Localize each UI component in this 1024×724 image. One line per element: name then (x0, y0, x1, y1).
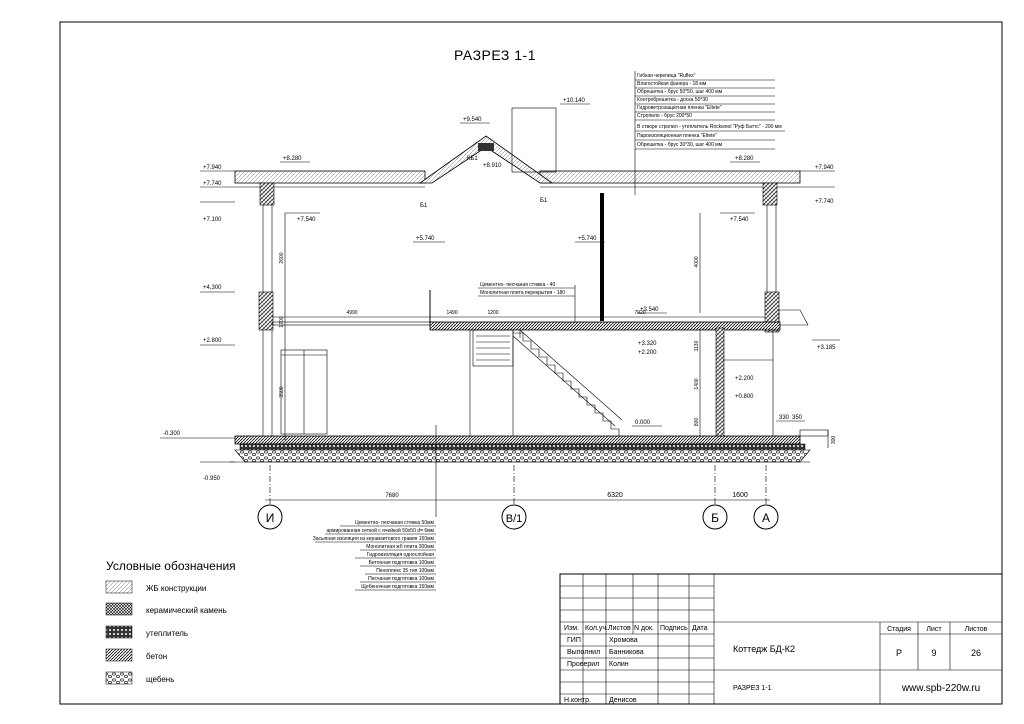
elevation-label: +7.940 (815, 165, 834, 171)
floor-layers-callout (313, 520, 436, 590)
tb-name: Банникова (609, 649, 644, 656)
tb-header: Изм. (564, 625, 579, 632)
roof-layer: Влагостойкая фанера - 18 мм (637, 81, 707, 87)
dimension-label: 1200 (487, 310, 499, 316)
axis-label: Б (711, 511, 719, 525)
elevation-label: +2.200 (735, 376, 754, 382)
elevation-label: -0.950 (203, 476, 221, 482)
tb-header: Подпись (660, 625, 688, 632)
elevation-label: +3.320 (638, 341, 657, 347)
roof-layer: Контробрешетка - доска 50*30 (637, 97, 708, 103)
roof-layer: Обрешетка - брус 30*30, шаг 400 мм (637, 142, 723, 148)
tb-header: Кол.уч. (585, 625, 608, 632)
elevation-label: +7.540 (297, 217, 316, 223)
stage-label: Стадия (887, 626, 911, 633)
beam-label: Б1 (420, 203, 428, 209)
elevation-label: +8.910 (483, 163, 502, 169)
dimension-lines (272, 213, 837, 448)
slab-layer: Монолитная плита перекрытия - 180 (480, 290, 566, 296)
floor-layer: Щебеночная подготовка 150мм (361, 584, 434, 590)
dimension-label: 300 (831, 435, 837, 445)
roof-layer: Гибкая черепица "Ruflex" (637, 73, 696, 79)
tb-name: Хромова (609, 637, 638, 644)
dimension-label: 1490 (446, 310, 458, 316)
elevation-label: -0.300 (163, 431, 181, 437)
legend-swatch-concrete (106, 649, 132, 661)
legend-swatch-ceramic-stone (106, 603, 132, 615)
elevation-label: +7.940 (203, 165, 222, 171)
sheet-value: 9 (931, 648, 937, 658)
elevation-label: +3.185 (817, 345, 836, 351)
axis-grid (258, 465, 778, 529)
dimension-label: 800 (694, 417, 700, 427)
floor-layer: Цементно- песчаная стяжка 50мм (354, 520, 434, 526)
elevation-label: +8.280 (735, 156, 754, 162)
dimension-label: 330 (779, 415, 790, 421)
roof-layer: Обрешетка - брус 50*50, шаг 400 мм (637, 89, 723, 95)
tb-role: Проверил (567, 661, 600, 668)
roof-layer: Гидроветрозащитная пленка "Eltete" (637, 105, 722, 111)
elevation-label: +0.800 (735, 394, 754, 400)
tb-role: Н.контр. (564, 697, 591, 704)
axis-label: И (265, 511, 275, 525)
tb-name: Денисов (609, 697, 637, 704)
elevation-label: 0.000 (635, 420, 651, 426)
project-name: Коттедж БД-К2 (733, 644, 796, 654)
sheet-title: РАЗРЕЗ 1-1 (733, 685, 772, 692)
floor-layer: Засыпная изоляция из керамзитового гравия 150мм (312, 536, 434, 542)
legend-swatch-concrete-structures (106, 581, 132, 593)
drawing-title: РАЗРЕЗ 1-1 (454, 47, 536, 63)
elevation-label: +4.300 (203, 285, 222, 291)
slab-layer: Цементно- песчаная стяжка - 40 (480, 282, 556, 288)
sheet-frame (60, 22, 1002, 704)
axis-label: А (761, 511, 771, 525)
tb-header: Листов (608, 625, 631, 632)
floor-layer: Бетонная подготовка 100мм (368, 560, 434, 566)
floor-layer: Гидроизоляция однослойная (366, 552, 434, 558)
legend-item: бетон (146, 652, 168, 661)
sheets-label: Листов (964, 626, 988, 633)
legend-item: щебень (146, 675, 175, 684)
elevation-label: +8.280 (283, 156, 302, 162)
dimension-label: 1600 (732, 492, 748, 499)
elevation-label: +3.540 (640, 307, 659, 313)
dimension-label: 4000 (694, 256, 700, 268)
roof-layers-callout (635, 73, 785, 149)
beam-label: Б1 (540, 198, 548, 204)
stage-value: Р (895, 648, 903, 658)
sheets-value: 26 (970, 648, 982, 658)
legend-swatch-insulation (106, 626, 132, 638)
dimension-label: 7680 (385, 493, 399, 499)
elevation-label: +10.140 (563, 98, 585, 104)
dimension-label: 2600 (279, 252, 285, 264)
tb-role: Выполнил (567, 649, 601, 656)
beam-label: КБ1 (467, 156, 478, 162)
elevation-label: +7.540 (730, 217, 749, 223)
tb-header: Дата (692, 625, 708, 632)
dimension-label: 4990 (346, 310, 358, 316)
dimension-label: 1130 (694, 340, 700, 352)
dimension-label: 6320 (607, 492, 623, 499)
elevation-label: +7.740 (815, 199, 834, 205)
tb-role: ГИП (567, 637, 581, 644)
elevation-label: +2.200 (638, 350, 657, 356)
website-text: www.spb-220w.ru (901, 683, 981, 694)
dimension-label: 1400 (694, 378, 700, 390)
dimension-label: 350 (792, 415, 803, 421)
floor-layer: Монолитная жб плита 300мм (366, 544, 434, 550)
floor-layer: Пеноплекс 35 тип 100мм (376, 568, 434, 574)
legend-swatch-gravel (106, 672, 132, 684)
elevation-label: +2.800 (203, 338, 222, 344)
elevation-label: +5.740 (416, 236, 435, 242)
legend-title: Условные обозначения (106, 559, 236, 573)
legend-item: керамический камень (146, 606, 227, 615)
roof-layer: Стропило - брус 200*50 (637, 113, 692, 119)
dimension-label: 1700 (279, 316, 285, 328)
floor-layer: Песчаная подготовка 100мм (368, 576, 434, 582)
dimension-label: 7920 (634, 310, 646, 316)
slab-layers-callout (478, 282, 575, 296)
axis-label: В/1 (505, 513, 523, 525)
legend (106, 559, 236, 684)
legend-item: ЖБ конструкции (146, 584, 207, 593)
elevation-label: +5.740 (578, 236, 597, 242)
floor-layer: армированная сеткой с ячейкой 50х50 d= 6мм (326, 528, 434, 534)
title-block (560, 574, 1002, 704)
roof-layer: В створе стропил - утеплитель Rockwool "Руф Баттс" - 200 мм (637, 124, 782, 130)
legend-item: утеплитель (146, 629, 189, 638)
elevation-label: +7.100 (203, 217, 222, 223)
staircase (513, 330, 622, 437)
sheet-label: Лист (926, 626, 942, 633)
tb-header: N док. (634, 625, 654, 632)
tb-name: Колин (609, 661, 629, 668)
elevation-label: +9.540 (463, 117, 482, 123)
dimension-label: 3500 (279, 386, 285, 398)
roof-layer: Пароизоляционная пленка "Eltete" (637, 133, 718, 139)
elevation-label: +7.740 (203, 181, 222, 187)
